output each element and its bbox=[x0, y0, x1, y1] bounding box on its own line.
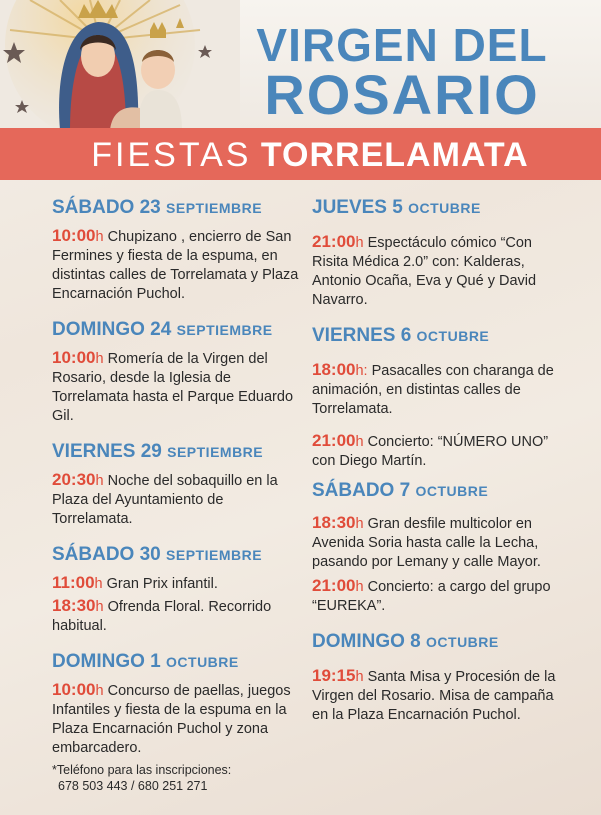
day-name: JUEVES 5 bbox=[312, 197, 403, 218]
day-block bbox=[52, 543, 302, 636]
day-name: VIERNES 29 bbox=[52, 441, 162, 462]
event-item bbox=[312, 513, 557, 572]
event-time: 11:00 bbox=[52, 573, 95, 592]
event-time: 21:00 bbox=[312, 576, 356, 595]
day-name: DOMINGO 24 bbox=[52, 319, 172, 340]
event-time-suffix: h bbox=[355, 434, 364, 450]
day-heading bbox=[312, 479, 557, 503]
day-month: OCTUBRE bbox=[415, 483, 489, 499]
event-description: Concierto: “NÚMERO UNO” con Diego Martín. bbox=[312, 434, 549, 469]
event-item bbox=[52, 680, 302, 758]
day-month: SEPTIEMBRE bbox=[176, 322, 273, 338]
day-heading bbox=[312, 196, 557, 220]
schedule-left-column bbox=[52, 196, 302, 794]
event-time: 21:00 bbox=[312, 431, 356, 450]
event-description: Gran desfile multicolor en Avenida Soria hasta calle la Lecha, pasando por Lemany y calle Mayor. bbox=[312, 516, 541, 570]
event-time: 10:00 bbox=[52, 680, 96, 699]
day-heading bbox=[312, 630, 557, 654]
day-name: DOMINGO 8 bbox=[312, 631, 421, 652]
event-time: 10:00 bbox=[52, 348, 96, 367]
event-time-suffix: h bbox=[355, 235, 364, 251]
banner-fiestas: FIESTAS bbox=[91, 136, 252, 174]
day-heading bbox=[52, 318, 302, 342]
event-description: Concierto: a cargo del grupo “EUREKA”. bbox=[312, 579, 551, 614]
event-time: 10:00 bbox=[52, 226, 96, 245]
event-item bbox=[52, 573, 302, 594]
event-time-suffix: h bbox=[95, 351, 104, 367]
day-month: SEPTIEMBRE bbox=[167, 444, 264, 460]
schedule-right-column bbox=[312, 196, 557, 725]
day-block bbox=[52, 650, 302, 794]
header bbox=[0, 0, 601, 130]
event-time-suffix: h bbox=[95, 229, 104, 245]
day-name: SÁBADO 30 bbox=[52, 544, 161, 565]
day-block bbox=[312, 479, 557, 616]
day-block bbox=[312, 196, 557, 310]
virgin-and-child-image bbox=[0, 0, 240, 130]
event-description: Chupizano , encierro de San Fermines y fiesta de la espuma, en distintas calles de Torrelamata y Plaza Encarnación Puchol. bbox=[52, 229, 299, 302]
event-time: 21:00 bbox=[312, 232, 356, 251]
day-block bbox=[52, 196, 302, 304]
day-month: OCTUBRE bbox=[408, 200, 481, 216]
event-description: Romería de la Virgen del Rosario, desde la Iglesia de Torrelamata hasta el Parque Eduardo Gil. bbox=[52, 351, 294, 424]
title-line-2: ROSARIO bbox=[264, 63, 540, 126]
day-name: SÁBADO 7 bbox=[312, 480, 411, 501]
event-item bbox=[52, 596, 302, 636]
event-description: Noche del sobaquillo en la Plaza del Ayuntamiento de Torrelamata. bbox=[52, 473, 278, 527]
day-heading bbox=[52, 543, 302, 567]
event-time: 18:00 bbox=[312, 360, 356, 379]
day-month: OCTUBRE bbox=[426, 634, 499, 650]
event-time-suffix: h bbox=[355, 579, 364, 595]
banner-torrelamata: TORRELAMATA bbox=[260, 136, 529, 174]
event-time-suffix: h bbox=[95, 473, 104, 489]
day-month: SEPTIEMBRE bbox=[166, 200, 263, 216]
event-description: Concurso de paellas, juegos Infantiles y fiesta de la espuma en la Plaza Encarnación Puchol y zona embarcadero. bbox=[52, 683, 291, 756]
day-heading bbox=[52, 196, 302, 220]
event-description: Gran Prix infantil. bbox=[106, 576, 218, 592]
event-item bbox=[52, 348, 302, 426]
event-time: 18:30 bbox=[52, 596, 96, 615]
virgin-illustration bbox=[0, 0, 240, 130]
event-item bbox=[312, 232, 557, 310]
event-time-suffix: h bbox=[355, 669, 364, 685]
event-time-suffix: h: bbox=[355, 363, 368, 379]
event-time: 18:30 bbox=[312, 513, 356, 532]
day-heading bbox=[52, 440, 302, 464]
event-description: Espectáculo cómico “Con Risita Médica 2.0” con: Kalderas, Antonio Ocaña, Eva y Qué y David Navarro. bbox=[312, 235, 537, 308]
event-item bbox=[312, 666, 557, 725]
day-month: SEPTIEMBRE bbox=[166, 547, 263, 563]
event-time: 19:15 bbox=[312, 666, 356, 685]
banner-text bbox=[60, 135, 560, 175]
registration-phones: 678 503 443 / 680 251 271 bbox=[58, 779, 208, 793]
day-name: VIERNES 6 bbox=[312, 325, 412, 346]
day-name: DOMINGO 1 bbox=[52, 651, 161, 672]
event-description: Santa Misa y Procesión de la Virgen del Rosario. Misa de campaña en la Plaza Encarnación Puchol. bbox=[312, 669, 556, 723]
day-block bbox=[52, 318, 302, 426]
event-description: Ofrenda Floral. Recorrido habitual. bbox=[52, 599, 272, 634]
event-time-suffix: h bbox=[94, 576, 103, 592]
day-name: SÁBADO 23 bbox=[52, 197, 161, 218]
day-month: OCTUBRE bbox=[416, 328, 490, 344]
day-month: OCTUBRE bbox=[166, 654, 239, 670]
event-time-suffix: h bbox=[355, 516, 364, 532]
festival-banner bbox=[0, 128, 601, 180]
day-heading bbox=[52, 650, 302, 674]
day-block bbox=[312, 630, 557, 725]
event-item bbox=[52, 226, 302, 304]
registration-note: *Teléfono para las inscripciones: bbox=[52, 763, 232, 777]
title-line-1: VIRGEN DEL bbox=[256, 19, 548, 71]
event-item bbox=[312, 431, 557, 471]
event-item bbox=[52, 470, 302, 529]
event-item bbox=[312, 576, 557, 616]
event-time-suffix: h bbox=[95, 599, 104, 615]
event-time-suffix: h bbox=[95, 683, 104, 699]
day-block bbox=[312, 324, 557, 471]
day-heading bbox=[312, 324, 557, 348]
day-block bbox=[52, 440, 302, 529]
event-item bbox=[312, 360, 557, 419]
event-time: 20:30 bbox=[52, 470, 96, 489]
event-description: Pasacalles con charanga de animación, en distintas calles de Torrelamata. bbox=[312, 363, 554, 417]
